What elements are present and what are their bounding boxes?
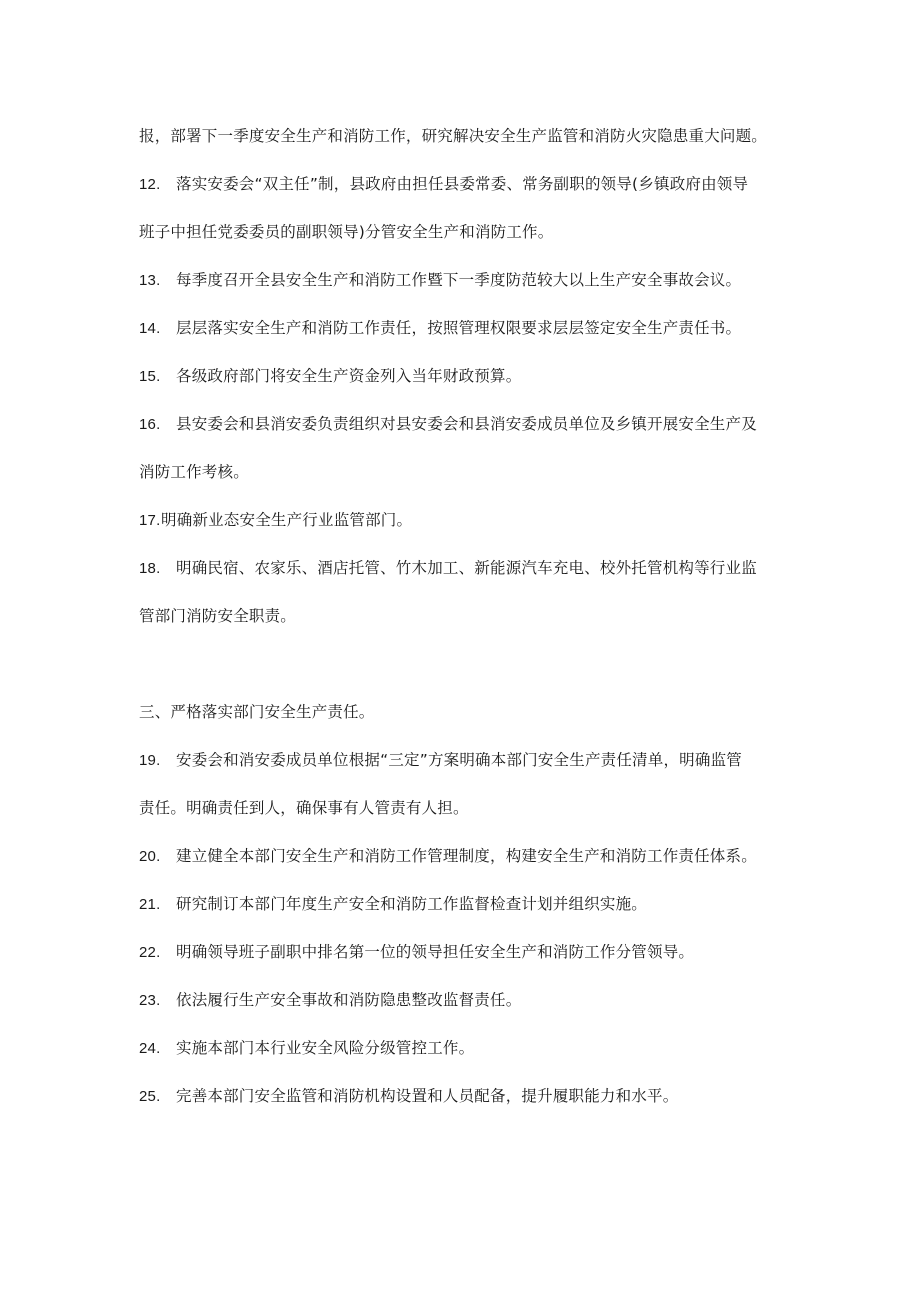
list-item-22 (139, 941, 799, 964)
item-number: 17. (139, 512, 161, 529)
list-item-23 (139, 989, 799, 1012)
list-item-18 (139, 557, 799, 580)
line-text: 县安委会和县消安委负责组织对县安委会和县消安委成员单位及乡镇开展安全生产及 (176, 415, 757, 433)
list-item-24 (139, 1037, 799, 1060)
list-item-12 (139, 173, 799, 196)
line-text: 安委会和消安委成员单位根据“三定”方案明确本部门安全生产责任清单，明确监管 (176, 751, 742, 769)
line-text: 班子中担任党委委员的副职领导)分管安全生产和消防工作。 (139, 223, 554, 241)
line-text: 研究制订本部门年度生产安全和消防工作监督检查计划并组织实施。 (176, 895, 648, 913)
line-text: 实施本部门本行业安全风险分级管控工作。 (176, 1039, 475, 1057)
list-item-25 (139, 1085, 799, 1108)
item-number: 16. (139, 416, 161, 433)
line-text: 责任。明确责任到人，确保事有人管责有人担。 (139, 799, 469, 817)
list-item-14 (139, 317, 799, 340)
line-text: 报，部署下一季度安全生产和消防工作，研究解决安全生产监管和消防火灾隐患重大问题。 (139, 127, 768, 145)
line-text: 完善本部门安全监管和消防机构设置和人员配备，提升履职能力和水平。 (176, 1087, 679, 1105)
heading-text: 三、严格落实部门安全生产责任。 (139, 703, 375, 721)
item-number: 13. (139, 272, 161, 289)
line-text: 落实安委会“双主任”制，县政府由担任县委常委、常务副职的领导(乡镇政府由领导 (176, 175, 749, 193)
section-heading-3 (139, 701, 799, 723)
item-number: 15. (139, 368, 161, 385)
item-number: 24. (139, 1040, 161, 1057)
list-item-20 (139, 845, 799, 868)
list-item-19-continuation (139, 797, 799, 819)
item-number: 21. (139, 896, 161, 913)
item-number: 14. (139, 320, 161, 337)
list-item-15 (139, 365, 799, 388)
line-text: 建立健全本部门安全生产和消防工作管理制度，构建安全生产和消防工作责任体系。 (176, 847, 757, 865)
item-number: 12. (139, 176, 161, 193)
line-text: 各级政府部门将安全生产资金列入当年财政预算。 (176, 367, 522, 385)
line-text: 管部门消防安全职责。 (139, 607, 297, 625)
item-number: 22. (139, 944, 161, 961)
list-item-17 (139, 509, 799, 532)
list-item-13 (139, 269, 799, 292)
list-item-16 (139, 413, 799, 436)
item-number: 20. (139, 848, 161, 865)
item-number: 19. (139, 752, 161, 769)
item-number: 25. (139, 1088, 161, 1105)
paragraph-11-continuation (139, 125, 799, 147)
list-item-19 (139, 749, 799, 772)
line-text: 层层落实安全生产和消防工作责任，按照管理权限要求层层签定安全生产责任书。 (176, 319, 742, 337)
line-text: 消防工作考核。 (139, 463, 249, 481)
line-text: 明确民宿、农家乐、酒店托管、竹木加工、新能源汽车充电、校外托管机构等行业监 (176, 559, 757, 577)
list-item-21 (139, 893, 799, 916)
line-text: 依法履行生产安全事故和消防隐患整改监督责任。 (176, 991, 522, 1009)
line-text: 明确新业态安全生产行业监管部门。 (161, 511, 413, 529)
item-number: 18. (139, 560, 161, 577)
line-text: 每季度召开全县安全生产和消防工作暨下一季度防范较大以上生产安全事故会议。 (176, 271, 742, 289)
line-text: 明确领导班子副职中排名第一位的领导担任安全生产和消防工作分管领导。 (176, 943, 695, 961)
list-item-18-continuation (139, 605, 799, 627)
item-number: 23. (139, 992, 161, 1009)
list-item-12-continuation (139, 221, 799, 243)
list-item-16-continuation (139, 461, 799, 483)
